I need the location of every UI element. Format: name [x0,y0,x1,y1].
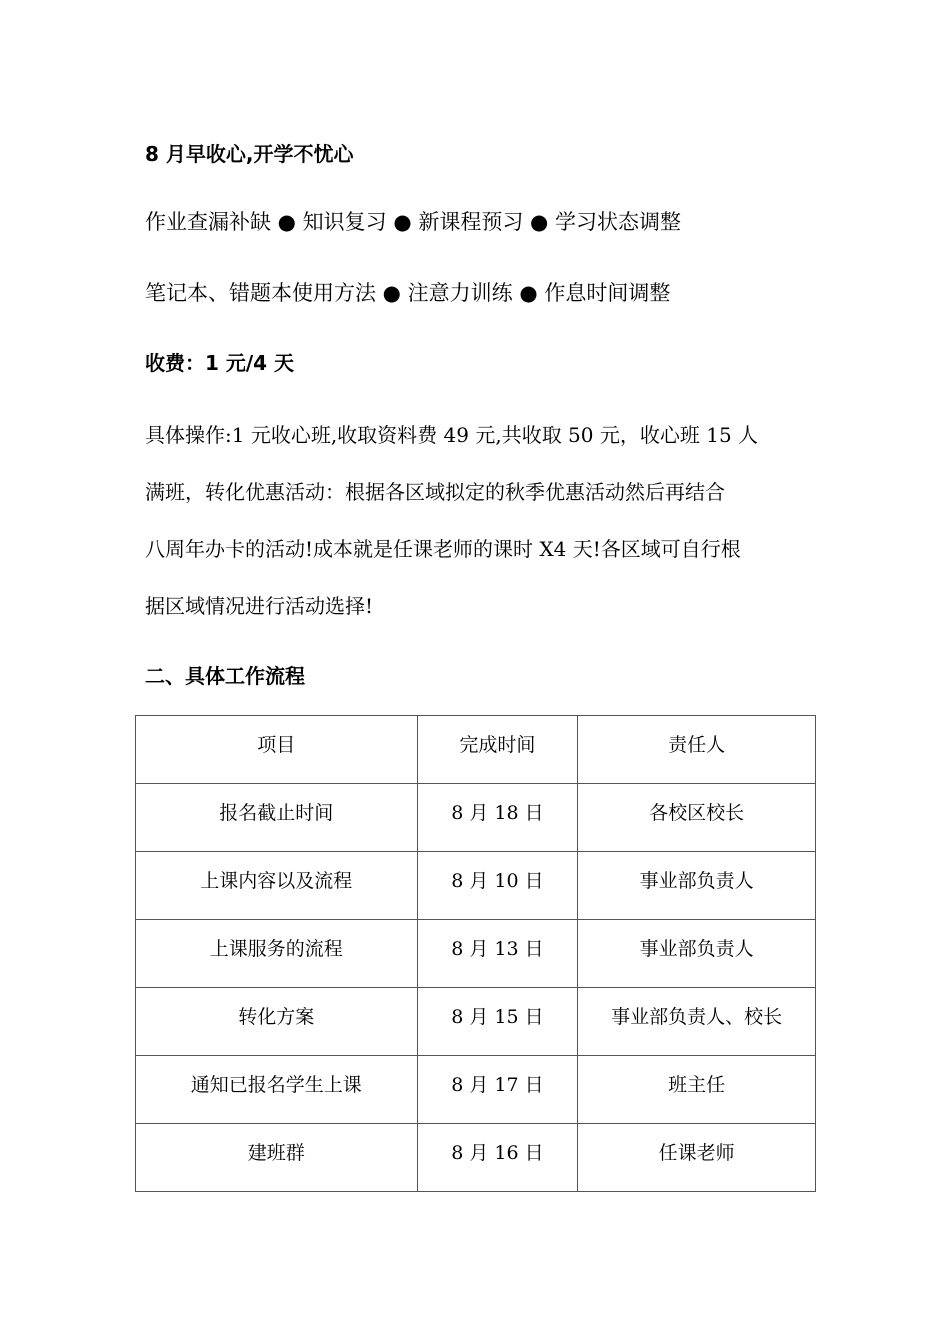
cell-date: 8 月 13 日 [417,920,578,988]
cell-date: 8 月 10 日 [417,852,578,920]
workflow-table [135,715,816,1192]
tagline-line-2: 笔记本、错题本使用方法 ● 注意力训练 ● 作息时间调整 [145,281,671,305]
paragraph-line-1: 具体操作:1 元收心班,收取资料费 49 元,共收取 50 元，收心班 15 人 [145,423,759,447]
table-header-row [136,716,816,784]
paragraph-line-4: 据区域情况进行活动选择! [145,594,374,618]
section-title: 二、具体工作流程 [145,664,305,688]
cell-date: 8 月 18 日 [417,784,578,852]
cell-date: 8 月 17 日 [417,1056,578,1124]
cell-item: 上课内容以及流程 [136,852,418,920]
paragraph-line-2: 满班，转化优惠活动：根据各区域拟定的秋季优惠活动然后再结合 [145,480,725,504]
cell-owner: 事业部负责人、校长 [578,988,816,1056]
cell-item: 通知已报名学生上课 [136,1056,418,1124]
tagline-line-1: 作业查漏补缺 ● 知识复习 ● 新课程预习 ● 学习状态调整 [145,210,682,234]
cell-owner: 任课老师 [578,1124,816,1192]
table-row [136,1124,816,1192]
cell-date: 8 月 16 日 [417,1124,578,1192]
cell-owner: 事业部负责人 [578,852,816,920]
document-title: 8 月早收心,开学不忧心 [145,142,354,166]
header-responsible-person: 责任人 [578,716,816,784]
fee-line: 收费：1 元/4 天 [145,351,295,375]
table-row [136,920,816,988]
table-row [136,784,816,852]
cell-item: 上课服务的流程 [136,920,418,988]
cell-owner: 各校区校长 [578,784,816,852]
cell-owner: 事业部负责人 [578,920,816,988]
table-row [136,1056,816,1124]
cell-owner: 班主任 [578,1056,816,1124]
cell-item: 建班群 [136,1124,418,1192]
cell-item: 转化方案 [136,988,418,1056]
header-item: 项目 [136,716,418,784]
paragraph-line-3: 八周年办卡的活动!成本就是任课老师的课时 X4 天!各区域可自行根 [145,537,741,561]
cell-date: 8 月 15 日 [417,988,578,1056]
table-row [136,988,816,1056]
header-completion-time: 完成时间 [417,716,578,784]
table-row [136,852,816,920]
cell-item: 报名截止时间 [136,784,418,852]
